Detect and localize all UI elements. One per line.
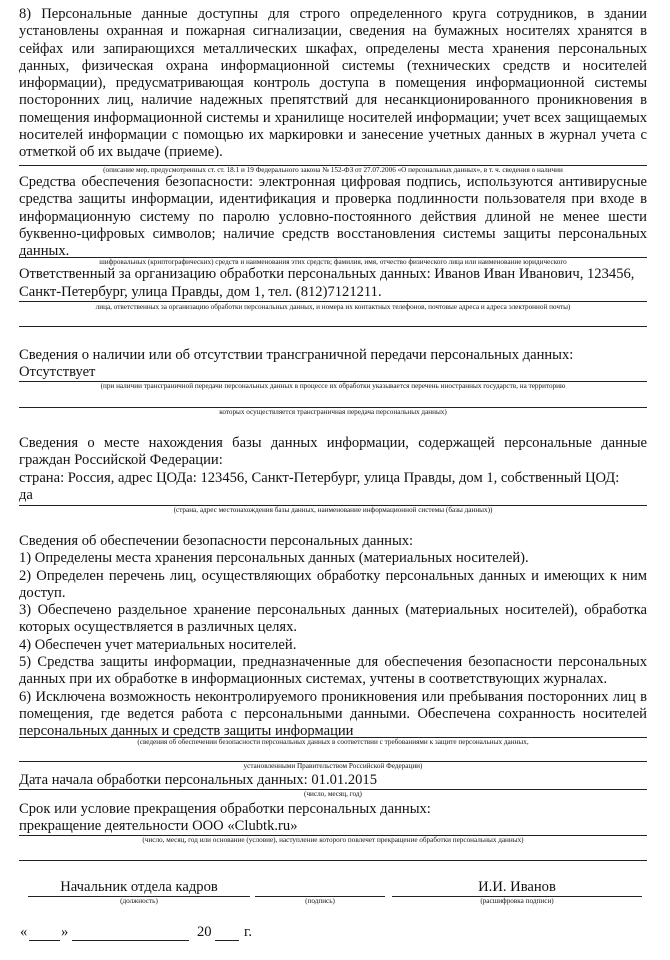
database-value-line-1: страна: Россия, адрес ЦОДа: 123456, Санкт-Петербург, улица Правды, дом 1, собственный ЦОД:	[19, 470, 620, 486]
safety-item-3: 3) Обеспечено раздельное хранение персональных данных (материальных носителей), обработка которых осуществляется в различных целях.	[19, 602, 647, 636]
date-close-quote: »	[61, 924, 69, 940]
database-value-line-2: да	[19, 487, 33, 503]
responsible-caption: лица, ответственных за организацию обработки персональных данных, и номера их контактных телефонов, почтовые адреса и адреса электронной почты)	[95, 303, 571, 311]
termination-blank-line	[19, 860, 647, 861]
safety-item-5: 5) Средства защиты информации, предназначенные для обеспечения безопасности персональных данных при их обработке в информационных системах, учтены в соответствующих журналах.	[19, 654, 647, 688]
security-text: Средства обеспечения безопасности: электронная цифровая подпись, используются антивирусные средства защиты информации, идентификация и проверка подлинности пользователя при входе в информационную систему по паролю условно-постоянного действия длиной не менее шести буквенно-цифровых символов; наличие средств восстановления системы защиты персональных данных.	[19, 174, 647, 260]
database-label: Сведения о месте нахождения базы данных информации, содержащей персональные данные граждан Российской Федерации:	[19, 435, 647, 469]
signature-name-caption: (расшифровка подписи)	[480, 897, 554, 905]
responsible-underline	[19, 301, 647, 302]
safety-block	[19, 533, 647, 741]
transborder-caption-1: (при наличии трансграничной передачи персональных данных в процессе их обработки указывается перечень иностранных государств, на территорию	[100, 382, 566, 390]
date-year-prefix: 20	[197, 924, 212, 940]
responsible-line-2: Санкт-Петербург, улица Правды, дом 1, тел. (812)7121211.	[19, 284, 382, 300]
termination-value: прекращение деятельности ООО «Clubtk.ru»	[19, 818, 298, 834]
date-year-suffix: г.	[244, 924, 252, 940]
signature-position: Начальник отдела кадров	[60, 879, 218, 895]
safety-caption-2: установленными Правительством Российской Федерации)	[243, 762, 423, 770]
safety-item-6: 6) Исключена возможность неконтролируемого проникновения или пребывания посторонних лиц в помещения, где ведется работа с персональными данными. Обеспечена сохранность носителей персональных данных и средств защиты информации	[19, 688, 647, 740]
date-year-line[interactable]	[215, 940, 239, 941]
signature-name: И.И. Иванов	[478, 879, 556, 895]
signature-sign-caption: (подпись)	[305, 897, 335, 905]
start-date-caption: (число, месяц, год)	[304, 790, 362, 798]
safety-item-4: 4) Обеспечен учет материальных носителей.	[19, 636, 297, 653]
safety-label: Сведения об обеспечении безопасности персональных данных:	[19, 533, 414, 549]
measures-caption: (описание мер, предусмотренных ст. ст. 18.1 и 19 Федерального закона № 152-ФЗ от 27.07.2006 «О персональных данных», в т. ч. сведения о наличии	[103, 166, 563, 174]
safety-caption-1: (сведения об обеспечении безопасности персональных данных в соответствии с требованиями к защите персональных данных,	[137, 738, 529, 746]
signature-position-caption: (должность)	[120, 897, 158, 905]
safety-item-1: 1) Определены места хранения персональных данных (материальных носителей).	[19, 550, 529, 567]
date-open-quote: «	[20, 924, 28, 940]
database-caption: (страна, адрес местонахождения базы данных, наименование информационной системы (базы данных))	[173, 506, 493, 514]
start-date-text: Дата начала обработки персональных данных: 01.01.2015	[19, 772, 378, 788]
responsible-blank-line	[19, 326, 647, 327]
date-day-line[interactable]	[29, 940, 60, 941]
transborder-value: Отсутствует	[19, 364, 96, 380]
security-caption: шифровальных (криптографических) средств и наименования этих средств; фамилия, имя, отчество физического лица или наименование юридического	[99, 258, 567, 266]
transborder-label: Сведения о наличии или об отсутствии трансграничной передачи персональных данных:	[19, 347, 574, 363]
responsible-line-1: Ответственный за организацию обработки персональных данных: Иванов Иван Иванович, 123456,	[19, 266, 635, 282]
termination-caption: (число, месяц, год или основание (условие), наступление которого повлечет прекращение обработки персональных данных)	[142, 836, 524, 844]
termination-label: Срок или условие прекращения обработки персональных данных:	[19, 801, 431, 817]
measures-text: 8) Персональные данные доступны для строго определенного круга сотрудников, в здании установлены охранная и пожарная сигнализации, сведения на бумажных носителях хранятся в сейфах или запирающихся металлических шкафах, определены места хранения персональных данных, физическая охрана информационной системы (технических средств и носителей информации), предусматривающая контроль доступа в помещения информационной системы посторонних лиц, наличие надежных препятствий для несанкционированного проникновения в помещения информационной системы и хранилище носителей информации; учет всех защищаемых носителей информации с помощью их маркировки и занесение учетных данных в журнал учета с отметкой об их выдаче (приеме).	[19, 6, 647, 161]
date-month-line[interactable]	[72, 940, 189, 941]
safety-item-2: 2) Определен перечень лиц, осуществляющих обработку персональных данных и имеющих к ним доступ.	[19, 567, 647, 601]
transborder-caption-2: которых осуществляется трансграничная передача персональных данных)	[219, 408, 447, 416]
